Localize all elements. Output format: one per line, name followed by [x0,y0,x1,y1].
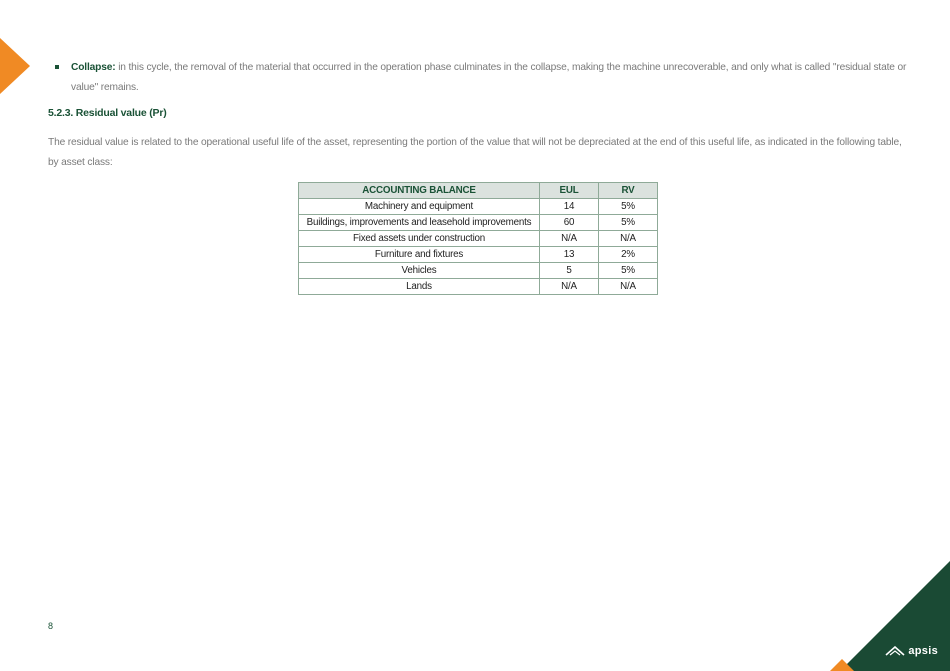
cell-rv: N/A [599,279,658,295]
cell-eul: 5 [540,263,599,279]
residual-value-table-container [298,182,658,295]
table-row [299,199,658,215]
section-heading: 5.2.3. Residual value (Pr) [48,107,167,119]
table-row [299,215,658,231]
cell-rv: 5% [599,199,658,215]
table-row [299,279,658,295]
bullet-term: Collapse: [71,62,116,73]
apsis-logo [885,645,938,657]
bullet-square-icon [55,65,59,69]
header-eul: EUL [540,183,599,199]
cell-rv: 2% [599,247,658,263]
cell-balance: Fixed assets under construction [299,231,540,247]
page-number: 8 [48,621,54,631]
cell-rv: 5% [599,263,658,279]
cell-balance: Lands [299,279,540,295]
bullet-item-collapse [55,58,915,98]
residual-value-table [298,182,658,295]
cell-rv: 5% [599,215,658,231]
table-row [299,263,658,279]
cell-balance: Vehicles [299,263,540,279]
cell-rv: N/A [599,231,658,247]
bullet-description: in this cycle, the removal of the material that occurred in the operation phase culminates in the collapse, making the machine unrecoverable, and only what is called "residual state or value" remains. [71,62,907,93]
cell-eul: N/A [540,231,599,247]
table-row [299,247,658,263]
header-accounting-balance: ACCOUNTING BALANCE [299,183,540,199]
cell-eul: 60 [540,215,599,231]
corner-orange-triangle [830,659,854,671]
bullet-text [71,58,915,98]
orange-tab-decoration [0,38,30,94]
cell-eul: 13 [540,247,599,263]
apsis-logo-icon [885,646,905,656]
cell-balance: Buildings, improvements and leasehold improvements [299,215,540,231]
logo-text: apsis [908,645,938,657]
cell-balance: Furniture and fixtures [299,247,540,263]
cell-eul: N/A [540,279,599,295]
cell-eul: 14 [540,199,599,215]
table-row [299,231,658,247]
header-rv: RV [599,183,658,199]
cell-balance: Machinery and equipment [299,199,540,215]
table-header-row [299,183,658,199]
body-paragraph: The residual value is related to the operational useful life of the asset, representing the portion of the value that will not be depreciated at the end of this useful life, as indicated in the following table, by asset class: [48,137,902,168]
